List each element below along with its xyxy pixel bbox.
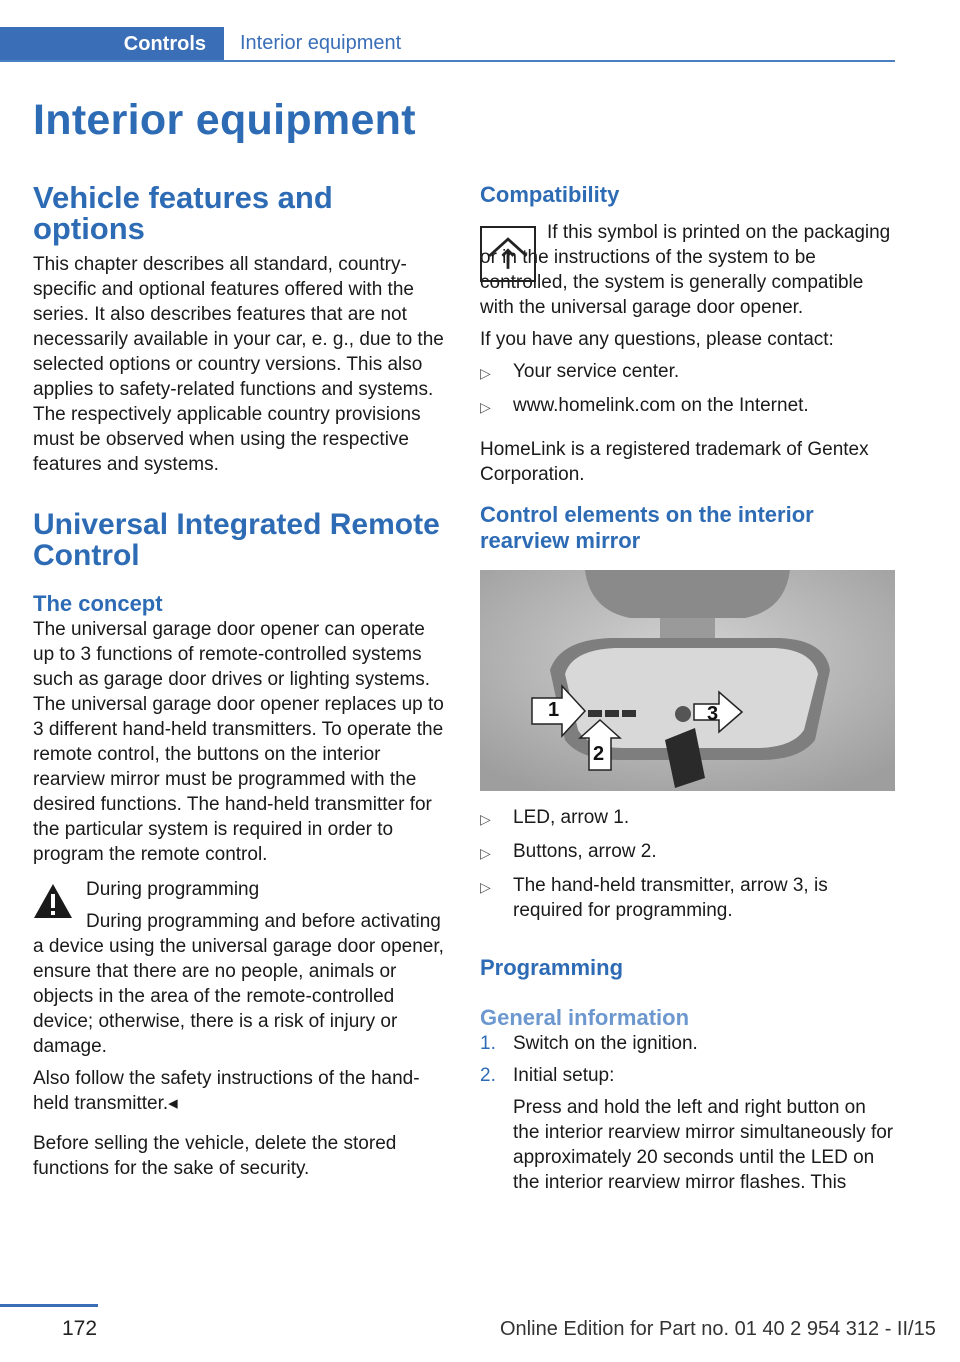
triangle-bullet-icon: ▷ bbox=[480, 811, 491, 827]
header-rule bbox=[0, 60, 895, 62]
list-item: ▷ Buttons, arrow 2. bbox=[480, 839, 895, 866]
homelink-house-icon bbox=[480, 226, 536, 282]
list-item: 1. Switch on the ignition. bbox=[480, 1033, 698, 1054]
header-subsection-label: Interior equipment bbox=[240, 32, 402, 54]
right-column bbox=[480, 182, 895, 1195]
list-item: ▷ Your service center. bbox=[480, 359, 895, 386]
paragraph-concept: The universal garage door opener can operate up to 3 functions of remote-controlled systems such as garage door drives or lighting systems. The universal garage door opener replaces up to 3 different hand-held transmitters. To operate the remote control, the buttons on the interior rearview mirror must be programmed with the desired functions. The hand-held transmitter for the particular system is required in order to program the remote control. bbox=[33, 619, 444, 865]
header-tab-controls bbox=[0, 27, 224, 62]
figure-label-3: 3 bbox=[707, 703, 719, 725]
paragraph-features: This chapter describes all standard, country-specific and optional features offered with the series. It also describes features that are not necessarily available in your car, e. g., due to the selected options or country versions. This also applies to safety-related functions and systems. The respectively applicable country provisions must be observed when using the respective features and systems. bbox=[33, 254, 444, 475]
triangle-bullet-icon: ▷ bbox=[480, 365, 491, 381]
left-column bbox=[33, 182, 448, 1181]
page-title: Interior equipment bbox=[33, 96, 416, 144]
contact-list bbox=[480, 359, 895, 420]
list-item: ▷ LED, arrow 1. bbox=[480, 805, 895, 832]
list-item: ▷ The hand-held transmitter, arrow 3, is required for programming. bbox=[480, 875, 828, 921]
header-section-label: Controls bbox=[123, 33, 206, 55]
heading-concept: The concept bbox=[33, 591, 163, 616]
figure-label-1: 1 bbox=[548, 699, 560, 721]
paragraph-selling: Before selling the vehicle, delete the stored functions for the sake of security. bbox=[33, 1133, 397, 1179]
list-item: ▷ www.homelink.com on the Internet. bbox=[480, 393, 895, 420]
triangle-bullet-icon: ▷ bbox=[480, 399, 491, 415]
heading-programming: Programming bbox=[480, 955, 624, 980]
heading-features: Vehicle features and options bbox=[33, 180, 333, 246]
heading-general-information: General information bbox=[480, 1005, 690, 1030]
header-tab-interior bbox=[240, 27, 401, 60]
warning-text: During programming and before activating a device using the universal garage door opener, ensure that there are no people, animals or objects in the area of the remote-controlled device; otherwise, there is a risk of injury or damage. bbox=[33, 911, 444, 1057]
heading-compatibility: Compatibility bbox=[480, 182, 620, 207]
triangle-bullet-icon: ▷ bbox=[480, 879, 491, 895]
paragraph-compatibility: If this symbol is printed on the packaging or in the instructions of the system to be controlled, the system is generally compatible with the universal garage door opener. bbox=[480, 222, 891, 318]
page-number: 172 bbox=[62, 1317, 98, 1340]
list-item: 2. Initial setup: bbox=[480, 1065, 615, 1086]
warning-title: During programming bbox=[86, 879, 260, 900]
step2-detail: Press and hold the left and right button on the interior rearview mirror simultaneously for approximately 20 seconds until the LED on the interior rearview mirror flashes. This bbox=[513, 1097, 894, 1193]
footer-edition: Online Edition for Part no. 01 40 2 954 312 - II/15 bbox=[500, 1318, 936, 1340]
warning-triangle-icon bbox=[33, 883, 73, 919]
heading-uirc: Universal Integrated Remote Control bbox=[33, 508, 440, 572]
rearview-mirror-figure bbox=[480, 570, 895, 791]
steps-list bbox=[480, 1031, 895, 1088]
elements-list bbox=[480, 805, 895, 923]
paragraph-contact: If you have any questions, please contact: bbox=[480, 329, 834, 350]
figure-label-2: 2 bbox=[593, 743, 605, 765]
heading-control-elements: Control elements on the interior rearview mirror bbox=[480, 502, 814, 553]
footer-rule bbox=[0, 1304, 98, 1307]
paragraph-trademark: HomeLink is a registered trademark of Gentex Corporation. bbox=[480, 439, 869, 485]
warning-block bbox=[33, 877, 448, 1116]
triangle-bullet-icon: ▷ bbox=[480, 845, 491, 861]
warning-end: Also follow the safety instructions of the hand-held transmitter.◂ bbox=[33, 1068, 420, 1114]
